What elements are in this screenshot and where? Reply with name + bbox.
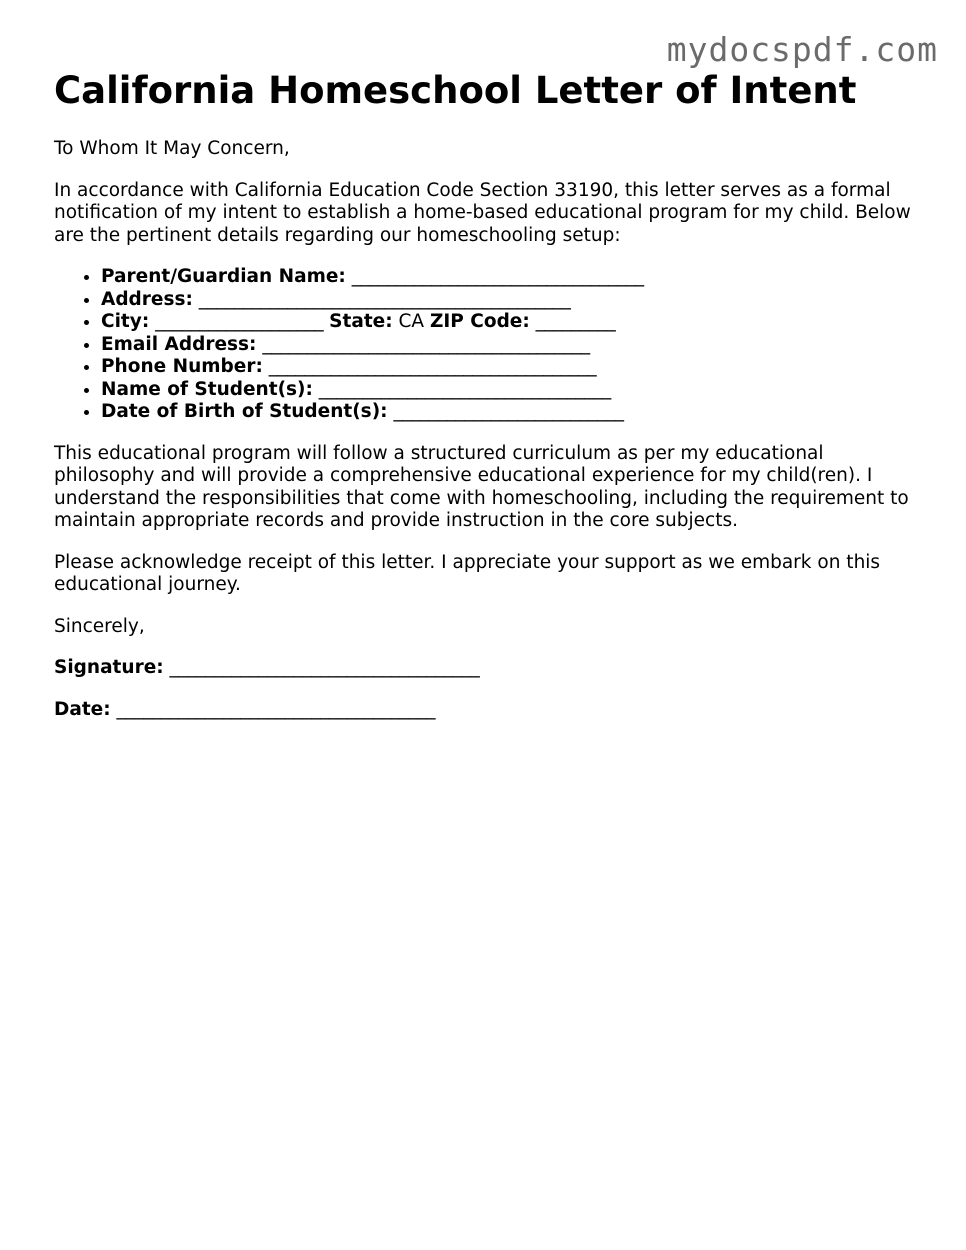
list-item-phone: [101, 356, 924, 379]
date-line: [54, 699, 924, 722]
date-field[interactable]: ____________________________________: [116, 698, 436, 720]
date-label: Date:: [54, 698, 111, 720]
salutation: To Whom It May Concern,: [54, 138, 290, 159]
state-value: CA: [398, 311, 425, 332]
phone-field[interactable]: _____________________________________: [268, 356, 597, 377]
address-label: Address:: [101, 288, 193, 310]
city-field[interactable]: ___________________: [155, 311, 324, 332]
email-label: Email Address:: [101, 333, 257, 355]
phone-label: Phone Number:: [101, 356, 263, 377]
watermark: mydocspdf.com: [666, 30, 938, 69]
list-item-email: [101, 334, 924, 357]
list-item-student-names: [101, 379, 924, 402]
intro-paragraph: In accordance with California Education Code Section 33190, this letter serves as a formal notification of my intent to establish a home-based educational program for my child. Below are the pertinent details regarding our homeschooling setup:: [54, 179, 911, 246]
student-dob-label: Date of Birth of Student(s):: [101, 401, 388, 422]
details-list: [54, 266, 924, 424]
student-names-field[interactable]: _________________________________: [318, 378, 611, 400]
document-page: [54, 68, 924, 740]
parent-name-label: Parent/Guardian Name:: [101, 266, 346, 287]
closing-request: Please acknowledge receipt of this letter. I appreciate your support as we embark on this educational journey.: [54, 551, 881, 595]
list-item-student-dob: [101, 401, 924, 424]
student-names-label: Name of Student(s):: [101, 378, 313, 400]
address-field[interactable]: __________________________________________: [198, 288, 571, 310]
student-dob-field[interactable]: __________________________: [393, 401, 624, 422]
closing: Sincerely,: [54, 615, 145, 637]
body-paragraph: This educational program will follow a structured curriculum as per my educational philosophy and will provide a comprehensive educational experience for my child(ren). I understand the responsibilities that come with homeschooling, including the requirement to maintain appropriate records and provide instruction in the core subjects.: [54, 442, 909, 531]
signature-field[interactable]: ___________________________________: [169, 657, 480, 678]
list-item-city-state-zip: [101, 311, 924, 334]
signature-label: Signature:: [54, 657, 164, 678]
list-item-address: [101, 289, 924, 312]
document-title: California Homeschool Letter of Intent: [54, 69, 857, 112]
city-label: City:: [101, 311, 150, 332]
parent-name-field[interactable]: _________________________________: [351, 266, 644, 287]
signature-line: [54, 657, 924, 680]
email-field[interactable]: _____________________________________: [262, 333, 590, 355]
list-item-parent-name: [101, 266, 924, 289]
zip-label: ZIP Code:: [429, 311, 530, 332]
zip-field[interactable]: _________: [535, 311, 616, 332]
state-label: State:: [329, 311, 393, 332]
